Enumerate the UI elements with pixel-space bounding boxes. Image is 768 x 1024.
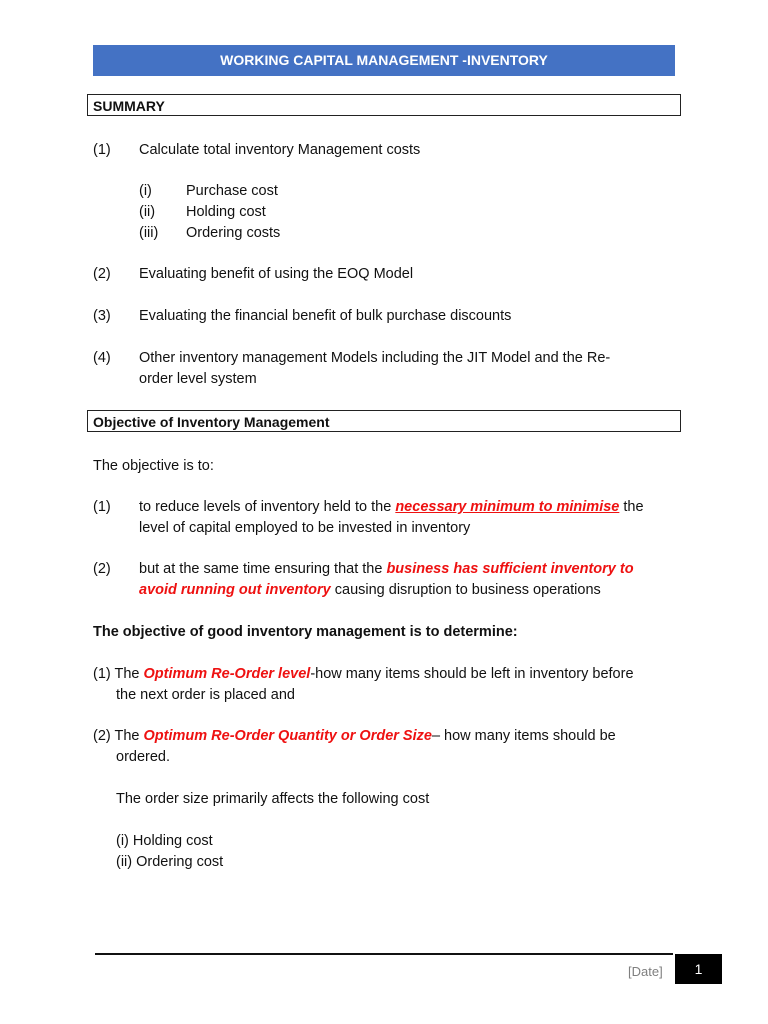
text-run: but at the same time ensuring that the xyxy=(139,561,387,577)
summary-item-1-text: Calculate total inventory Management costs xyxy=(139,142,421,158)
determine-item-1-line1 xyxy=(93,665,634,683)
objective-point-2-line1 xyxy=(139,560,634,578)
cost-item: (ii) Ordering cost xyxy=(116,854,224,870)
document-title: WORKING CAPITAL MANAGEMENT -INVENTORY xyxy=(93,45,675,76)
objective-point-2-number: (2) xyxy=(93,561,111,577)
summary-item-3-number: (3) xyxy=(93,308,111,324)
sub-item-number: (i) xyxy=(139,183,152,199)
objective-point-1-line2: level of capital employed to be invested in inventory xyxy=(139,520,471,536)
text-run: (1) The xyxy=(93,666,144,682)
emphasis-text: avoid running out inventory xyxy=(139,582,331,598)
sub-item-number: (iii) xyxy=(139,225,159,241)
cost-item: (i) Holding cost xyxy=(116,833,213,849)
summary-item-4-line1: Other inventory management Models including the JIT Model and the Re- xyxy=(139,350,611,366)
text-run: (2) The xyxy=(93,728,144,744)
determine-heading: The objective of good inventory management is to determine: xyxy=(93,624,518,640)
determine-item-1-line2: the next order is placed and xyxy=(116,687,295,703)
summary-item-3-text: Evaluating the financial benefit of bulk purchase discounts xyxy=(139,308,512,324)
sub-item-text: Holding cost xyxy=(186,204,266,220)
objective-point-1-line1 xyxy=(139,498,644,516)
footer-rule xyxy=(95,953,673,955)
determine-item-2-line1 xyxy=(93,727,616,745)
order-size-text: The order size primarily affects the following cost xyxy=(116,791,430,807)
footer-date: [Date] xyxy=(628,964,663,979)
summary-item-2-number: (2) xyxy=(93,266,111,282)
determine-item-2-line2: ordered. xyxy=(116,749,171,765)
emphasis-text: necessary minimum to minimise xyxy=(395,499,620,515)
summary-item-2-text: Evaluating benefit of using the EOQ Model xyxy=(139,266,414,282)
summary-item-4-number: (4) xyxy=(93,350,111,366)
objective-point-2-line2 xyxy=(139,581,601,599)
sub-item-number: (ii) xyxy=(139,204,156,220)
text-run: causing disruption to business operations xyxy=(330,582,601,598)
sub-item-text: Ordering costs xyxy=(186,225,281,241)
summary-heading: SUMMARY xyxy=(87,94,681,116)
text-run: the xyxy=(619,499,644,515)
summary-item-4-line2: order level system xyxy=(139,371,257,387)
objective-point-1-number: (1) xyxy=(93,499,111,515)
objective-intro: The objective is to: xyxy=(93,458,214,474)
text-run: -how many items should be left in inventory before xyxy=(310,666,634,682)
page-number: 1 xyxy=(675,954,722,984)
summary-item-1-number: (1) xyxy=(93,142,111,158)
sub-item-text: Purchase cost xyxy=(186,183,278,199)
text-run: – how many items should be xyxy=(431,728,616,744)
emphasis-text: Optimum Re-Order Quantity or Order Size xyxy=(143,728,432,744)
text-run: to reduce levels of inventory held to the xyxy=(139,499,396,515)
emphasis-text: Optimum Re-Order level xyxy=(143,666,311,682)
objective-heading: Objective of Inventory Management xyxy=(87,410,681,432)
emphasis-text: business has sufficient inventory to xyxy=(386,561,634,577)
